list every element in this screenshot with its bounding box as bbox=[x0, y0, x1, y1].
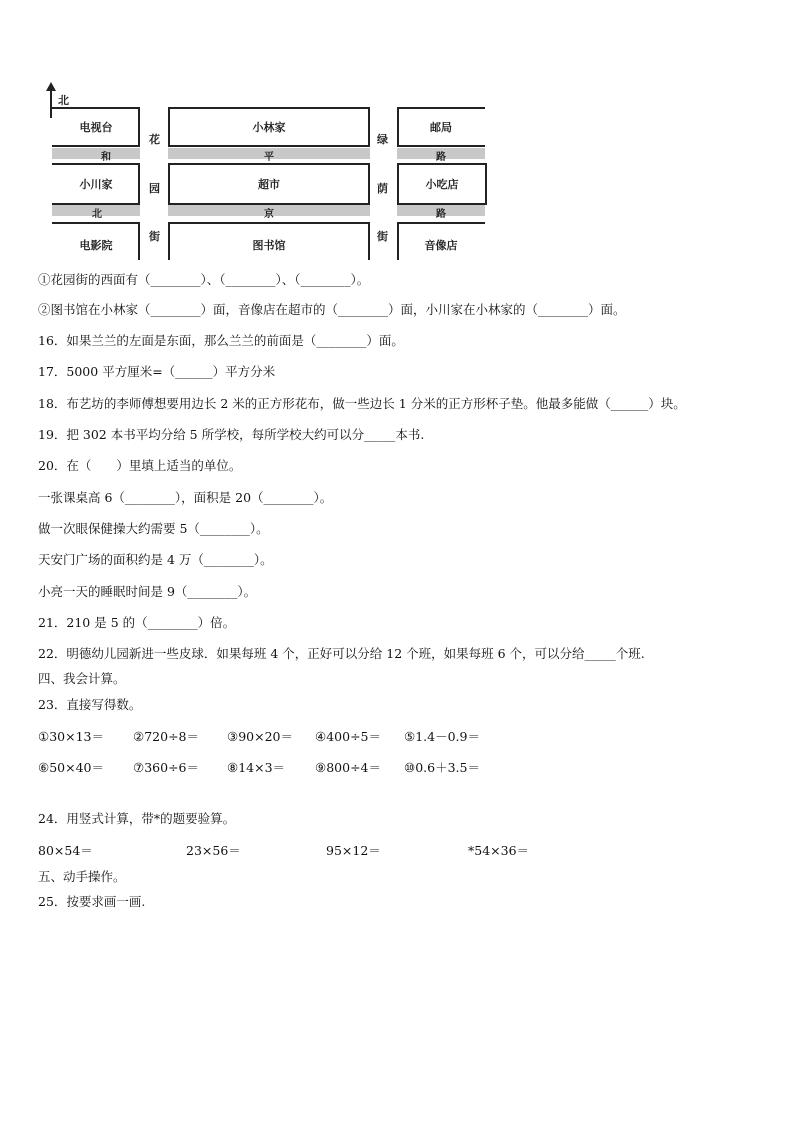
question-25: 25．按要求画一画. bbox=[38, 894, 146, 909]
question-20-d: 小亮一天的睡眠时间是 9（________）。 bbox=[38, 584, 257, 599]
q24-item: *54×36＝ bbox=[468, 843, 530, 858]
heping-road-west bbox=[52, 148, 140, 159]
road-char-lu-2: 路 bbox=[436, 209, 446, 220]
road-char-jing: 京 bbox=[264, 209, 274, 220]
street-char-hua: 花 bbox=[149, 133, 160, 146]
section-4-heading: 四、我会计算。 bbox=[38, 671, 126, 686]
question-21: 21．210 是 5 的（________）倍。 bbox=[38, 615, 236, 630]
supermarket-label: 超市 bbox=[258, 178, 280, 191]
street-char-yin: 荫 bbox=[377, 182, 388, 195]
q23-item: ⑥50×40＝ bbox=[38, 760, 104, 775]
snack-shop-label: 小吃店 bbox=[425, 178, 459, 191]
q23-item: ⑧14×3＝ bbox=[227, 760, 286, 775]
road-char-bei: 北 bbox=[92, 209, 102, 220]
question-20: 20．在（ ）里填上适当的单位。 bbox=[38, 458, 242, 473]
north-label: 北 bbox=[58, 94, 69, 107]
question-19: 19．把 302 本书平均分给 5 所学校，每所学校大约可以分_____本书. bbox=[38, 427, 425, 442]
library-label: 图书馆 bbox=[252, 239, 286, 252]
street-char-yuan: 园 bbox=[149, 182, 160, 195]
question-16: 16．如果兰兰的左面是东面，那么兰兰的前面是（________）面。 bbox=[38, 333, 404, 348]
section-5-heading: 五、动手操作。 bbox=[38, 869, 126, 884]
street-char-jie-1: 街 bbox=[149, 230, 160, 243]
cinema-label: 电影院 bbox=[79, 239, 113, 252]
q23-item: ②720÷8＝ bbox=[133, 729, 199, 744]
q23-item: ④400÷5＝ bbox=[315, 729, 381, 744]
tv-station-label: 电视台 bbox=[79, 121, 113, 134]
q24-item: 23×56＝ bbox=[186, 843, 241, 858]
road-char-he: 和 bbox=[101, 152, 111, 163]
direction-map bbox=[0, 0, 794, 265]
question-17: 17．5000 平方厘米=（______）平方分米 bbox=[38, 364, 276, 379]
q24-item: 95×12＝ bbox=[326, 843, 381, 858]
question-15-part-2: ②图书馆在小林家（________）面，音像店在超市的（________）面，小川家在小林家的（________）面。 bbox=[38, 302, 626, 317]
q23-item: ⑤1.4－0.9＝ bbox=[404, 729, 480, 744]
question-20-b: 做一次眼保健操大约需要 5（________）。 bbox=[38, 521, 269, 536]
street-char-jie-2: 街 bbox=[377, 230, 388, 243]
question-18: 18．布艺坊的李师傅想要用边长 2 米的正方形花布，做一些边长 1 分米的正方形杯子垫。他最多能做（______）块。 bbox=[38, 396, 686, 411]
question-15-part-1: ①花园街的西面有（________）、（________）、（________）。 bbox=[38, 272, 370, 287]
q23-item: ①30×13＝ bbox=[38, 729, 104, 744]
street-char-lv: 绿 bbox=[377, 133, 388, 146]
question-20-c: 天安门广场的面积约是 4 万（________）。 bbox=[38, 552, 273, 567]
q23-item: ⑦360÷6＝ bbox=[133, 760, 199, 775]
question-23: 23．直接写得数。 bbox=[38, 697, 142, 712]
xiaochuan-home-label: 小川家 bbox=[79, 178, 113, 191]
question-20-a: 一张课桌高 6（________），面积是 20（________）。 bbox=[38, 490, 333, 505]
q23-item: ③90×20＝ bbox=[227, 729, 293, 744]
xiaolin-home-label: 小林家 bbox=[252, 121, 286, 134]
road-char-lu-1: 路 bbox=[436, 152, 446, 163]
question-24: 24．用竖式计算，带*的题要验算。 bbox=[38, 811, 236, 826]
q23-item: ⑨800÷4＝ bbox=[315, 760, 381, 775]
question-22: 22．明德幼儿园新进一些皮球．如果每班 4 个，正好可以分给 12 个班，如果每班 6 个，可以分给_____个班. bbox=[38, 646, 645, 661]
post-office-label: 邮局 bbox=[430, 121, 452, 134]
q24-item: 80×54＝ bbox=[38, 843, 93, 858]
road-char-ping: 平 bbox=[264, 152, 274, 163]
q23-item: ⑩0.6＋3.5＝ bbox=[404, 760, 480, 775]
music-store-label: 音像店 bbox=[424, 239, 458, 252]
